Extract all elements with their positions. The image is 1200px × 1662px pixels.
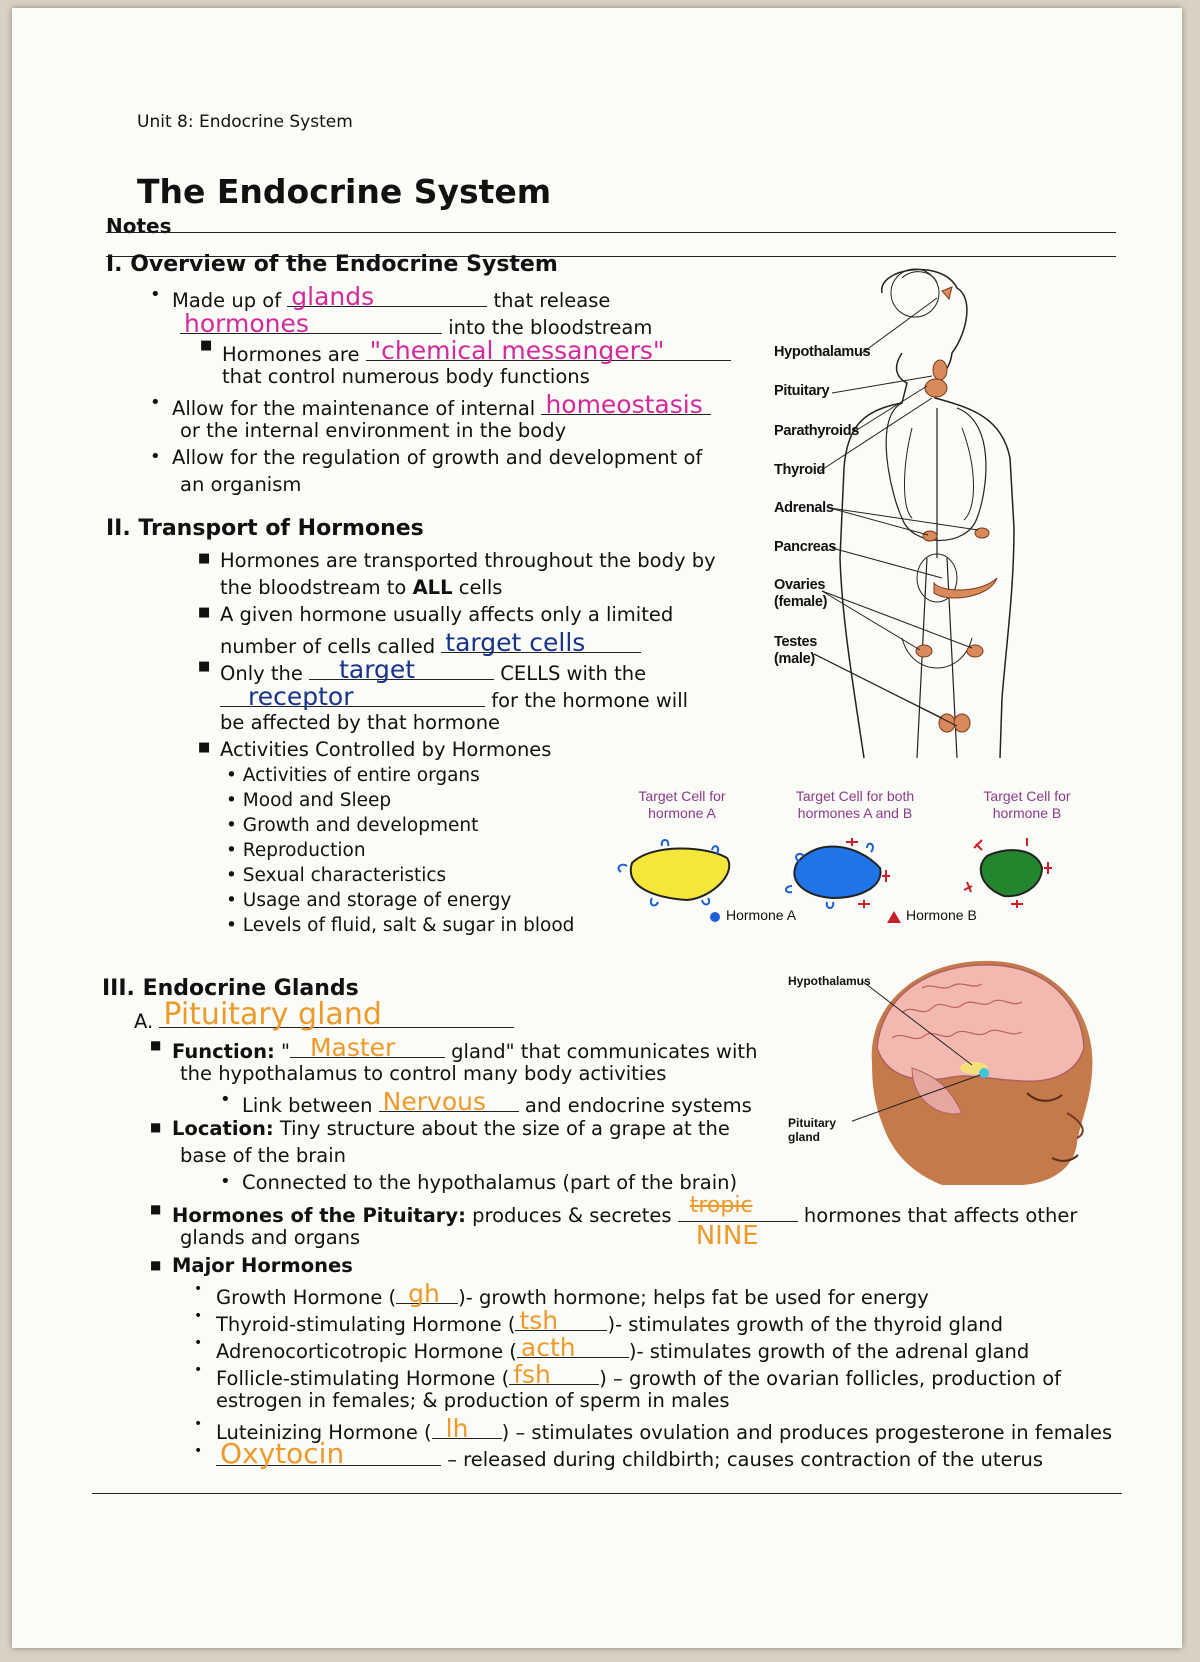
bullet: • xyxy=(150,446,161,467)
hormone-gh xyxy=(216,1281,929,1309)
handwritten-answer: Oxytocin xyxy=(220,1437,345,1470)
answer-blank xyxy=(541,390,711,419)
cell-caption-b: Target Cell for hormone B xyxy=(983,788,1071,821)
function-line xyxy=(172,1035,757,1063)
connected-line: Connected to the hypothalamus (part of the brain) xyxy=(242,1171,738,1194)
target-cell-a xyxy=(631,848,729,900)
bullet: • xyxy=(194,1362,203,1378)
activity-text: Activities of entire organs xyxy=(242,765,480,786)
target-cell-ab xyxy=(794,847,880,898)
activity-item: • Growth and development xyxy=(226,815,479,836)
answer-blank xyxy=(441,628,641,657)
text-fragment-bold: Function: xyxy=(172,1040,275,1063)
text-fragment: )- stimulates growth of the thyroid gland xyxy=(607,1313,1004,1336)
handwritten-answer: tsh xyxy=(519,1306,559,1335)
bullet: • xyxy=(194,1281,203,1297)
bullet: • xyxy=(194,1443,203,1459)
legend-hormone-a: Hormone A xyxy=(726,907,797,923)
handwritten-answer: acth xyxy=(520,1333,576,1362)
handwritten-answer: gh xyxy=(408,1279,440,1308)
unit-header: Unit 8: Endocrine System xyxy=(137,112,353,132)
handwritten-answer: Master xyxy=(309,1033,396,1062)
answer-blank xyxy=(509,1360,599,1389)
text-fragment: Allow for the maintenance of internal xyxy=(172,397,536,420)
notes-label: Notes xyxy=(106,214,172,238)
activity-item: • Reproduction xyxy=(226,840,366,861)
text-fragment: for the hormone will xyxy=(491,689,689,712)
text-fragment: A. xyxy=(134,1010,154,1033)
answer-blank xyxy=(517,1333,629,1362)
bullet: • xyxy=(150,392,161,413)
bottom-rule xyxy=(92,1493,1122,1494)
s2-bullet-3-line-2 xyxy=(220,684,688,712)
text-fragment: gland" that communicates with xyxy=(451,1040,758,1063)
handwritten-answer: glands xyxy=(291,282,375,311)
s2-bullet-1: Hormones are transported throughout the body by xyxy=(220,549,716,572)
body-label-pancreas: Pancreas xyxy=(774,539,837,555)
s1-sub-bullet xyxy=(222,338,731,366)
handwritten-answer: NINE xyxy=(695,1221,759,1251)
s1-sub-bullet-line-2: that control numerous body functions xyxy=(222,365,590,388)
text-fragment-bold: Location: xyxy=(172,1117,274,1140)
text-fragment: ) – growth of the ovarian follicles, production of xyxy=(599,1367,1061,1390)
handwritten-answer: target cells xyxy=(445,628,586,657)
bullet: ■ xyxy=(150,1258,162,1272)
hormone-fsh-line-2: estrogen in females; & production of sperm in males xyxy=(216,1389,730,1412)
body-label-ovaries: Ovaries xyxy=(774,577,826,593)
section-3-heading: III. Endocrine Glands xyxy=(102,976,359,1001)
activity-item: • Usage and storage of energy xyxy=(226,890,512,911)
hormone-lh xyxy=(216,1416,1112,1444)
section-1-heading: I. Overview of the Endocrine System xyxy=(106,252,558,277)
text-fragment-bold: ALL xyxy=(412,576,453,599)
page-title: The Endocrine System xyxy=(137,172,552,211)
bullet: ■ xyxy=(150,1038,162,1052)
answer-blank xyxy=(287,282,487,311)
activity-text: Levels of fluid, salt & sugar in blood xyxy=(242,915,575,936)
text-fragment: CELLS with the xyxy=(500,662,647,685)
answer-blank xyxy=(180,309,442,338)
answer-blank xyxy=(396,1279,458,1308)
bullet: ■ xyxy=(198,605,211,620)
text-fragment: Tiny structure about the size of a grape at the xyxy=(279,1117,730,1140)
activity-text: Reproduction xyxy=(242,840,366,861)
body-label-hypothalamus: Hypothalamus xyxy=(774,344,871,360)
activity-item: • Activities of entire organs xyxy=(226,765,480,786)
legend-hormone-b: Hormone B xyxy=(906,907,977,923)
text-fragment: the bloodstream to xyxy=(220,576,407,599)
text-fragment: )- stimulates growth of the adrenal gland xyxy=(628,1340,1030,1363)
text-fragment: hormones that affects other xyxy=(803,1204,1078,1227)
link-line xyxy=(242,1089,752,1117)
text-fragment: Only the xyxy=(220,662,303,685)
hormone-acth xyxy=(216,1335,1029,1363)
location-line-2: base of the brain xyxy=(180,1144,346,1167)
s2-bullet-2-line-2 xyxy=(220,630,641,658)
s1-bullet-3: Allow for the regulation of growth and development of xyxy=(172,446,703,469)
worksheet-page xyxy=(12,8,1182,1648)
bullet: • xyxy=(194,1335,203,1351)
s2-bullet-2: A given hormone usually affects only a limited xyxy=(220,603,674,626)
location-line xyxy=(172,1117,730,1140)
answer-blank xyxy=(290,1033,445,1062)
bullet: • xyxy=(220,1089,231,1110)
target-cell-b xyxy=(981,850,1042,896)
brain-label-hypothalamus: Hypothalamus xyxy=(788,974,871,988)
answer-blank xyxy=(379,1087,519,1116)
text-fragment: " xyxy=(280,1040,290,1063)
handwritten-answer: Nervous xyxy=(382,1087,486,1116)
answer-blank xyxy=(432,1414,502,1443)
hormone-b-legend-marker xyxy=(887,911,901,923)
s1-bullet-2 xyxy=(172,392,711,420)
activity-text: Mood and Sleep xyxy=(242,790,392,811)
bullet: ■ xyxy=(150,1202,162,1216)
text-fragment: Luteinizing Hormone ( xyxy=(216,1421,432,1444)
handwritten-answer: homeostasis xyxy=(545,390,703,419)
text-fragment: produces & secretes xyxy=(472,1204,672,1227)
body-label-female: (female) xyxy=(774,594,828,610)
hormone-fsh xyxy=(216,1362,1061,1390)
answer-blank xyxy=(515,1306,607,1335)
activity-text: Usage and storage of energy xyxy=(242,890,512,911)
s1-bullet-3-line-2: an organism xyxy=(180,473,302,496)
bullet: ■ xyxy=(150,1120,162,1134)
text-fragment: Hormones are xyxy=(222,343,360,366)
bullet: • xyxy=(194,1308,203,1324)
title-rule xyxy=(106,232,1116,233)
text-fragment: Thyroid-stimulating Hormone ( xyxy=(216,1313,516,1336)
handwritten-answer: fsh xyxy=(513,1360,551,1389)
s1-bullet-1-line-2 xyxy=(180,311,652,339)
bullet: • xyxy=(150,284,161,305)
activity-item: • Mood and Sleep xyxy=(226,790,392,811)
gland-a-line xyxy=(134,997,514,1033)
answer-blank xyxy=(309,655,494,684)
text-fragment: – released during childbirth; causes contraction of the uterus xyxy=(447,1448,1043,1471)
bullet: ■ xyxy=(198,740,211,755)
text-fragment: cells xyxy=(458,576,503,599)
s2-bullet-1-line-2 xyxy=(220,576,502,599)
cell-caption-ab: Target Cell for both hormones A and B xyxy=(795,788,915,821)
text-fragment: Follicle-stimulating Hormone ( xyxy=(216,1367,510,1390)
text-fragment: Made up of xyxy=(172,289,282,312)
text-fragment: and endocrine systems xyxy=(524,1094,752,1117)
handwritten-answer: lh xyxy=(445,1414,469,1443)
cell-caption-a: Target Cell for hormone A xyxy=(638,788,726,821)
hormone-a-legend-marker xyxy=(709,911,721,923)
handwritten-answer: "chemical messangers" xyxy=(369,336,665,365)
text-fragment: into the bloodstream xyxy=(448,316,653,339)
s1-bullet-1-line-1 xyxy=(172,284,610,312)
function-line-2: the hypothalamus to control many body activities xyxy=(180,1062,667,1085)
body-label-parathyroids: Parathyroids xyxy=(774,423,860,439)
handwritten-answer: receptor xyxy=(248,682,354,711)
text-fragment: Growth Hormone ( xyxy=(216,1286,397,1309)
brain-label-pituitary: Pituitary gland xyxy=(788,1116,837,1144)
handwritten-strikethrough: tropic xyxy=(689,1193,753,1218)
body-label-thyroid: Thyroid xyxy=(774,462,826,478)
bullet: • xyxy=(220,1171,231,1192)
answer-blank xyxy=(216,1437,441,1470)
activity-item: • Sexual characteristics xyxy=(226,865,447,886)
s1-bullet-2-line-2: or the internal environment in the body xyxy=(180,419,567,442)
pituitary-hormones-line-2: glands and organs xyxy=(180,1226,361,1249)
answer-blank xyxy=(220,682,485,711)
target-cells-diagram xyxy=(612,838,1092,948)
activity-text: Growth and development xyxy=(242,815,479,836)
handwritten-answer: hormones xyxy=(184,309,309,338)
text-fragment: Adrenocorticotropic Hormone ( xyxy=(216,1340,517,1363)
activity-item: • Levels of fluid, salt & sugar in blood xyxy=(226,915,575,936)
bullet: • xyxy=(194,1416,203,1432)
brain-head-illustration xyxy=(852,953,1112,1193)
major-hormones-heading: Major Hormones xyxy=(172,1254,353,1277)
hormone-oxytocin xyxy=(216,1437,1043,1471)
bullet: ■ xyxy=(198,551,211,566)
bullet: ■ xyxy=(198,659,211,674)
body-label-adrenals: Adrenals xyxy=(774,500,834,516)
body-label-male: (male) xyxy=(774,651,815,667)
text-fragment: )- growth hormone; helps fat be used for energy xyxy=(458,1286,929,1309)
handwritten-answer: target xyxy=(339,655,416,684)
section-2-heading: II. Transport of Hormones xyxy=(106,516,424,541)
handwritten-answer: Pituitary gland xyxy=(163,997,382,1032)
text-fragment: ) – stimulates ovulation and produces progesterone in females xyxy=(501,1421,1113,1444)
s2-bullet-3 xyxy=(220,657,646,685)
answer-blank xyxy=(678,1193,798,1251)
answer-blank xyxy=(159,997,514,1032)
text-fragment-bold: Hormones of the Pituitary: xyxy=(172,1204,466,1227)
text-fragment: Link between xyxy=(242,1094,373,1117)
bullet: ■ xyxy=(200,338,213,353)
body-label-testes: Testes xyxy=(774,634,818,650)
s2-bullet-3-line-3: be affected by that hormone xyxy=(220,711,501,734)
text-fragment: number of cells called xyxy=(220,635,436,658)
body-label-pituitary: Pituitary xyxy=(774,383,830,399)
text-fragment: that release xyxy=(493,289,611,312)
answer-blank xyxy=(366,336,731,365)
activity-text: Sexual characteristics xyxy=(242,865,447,886)
s2-bullet-4: Activities Controlled by Hormones xyxy=(220,738,552,761)
hormone-tsh xyxy=(216,1308,1003,1336)
